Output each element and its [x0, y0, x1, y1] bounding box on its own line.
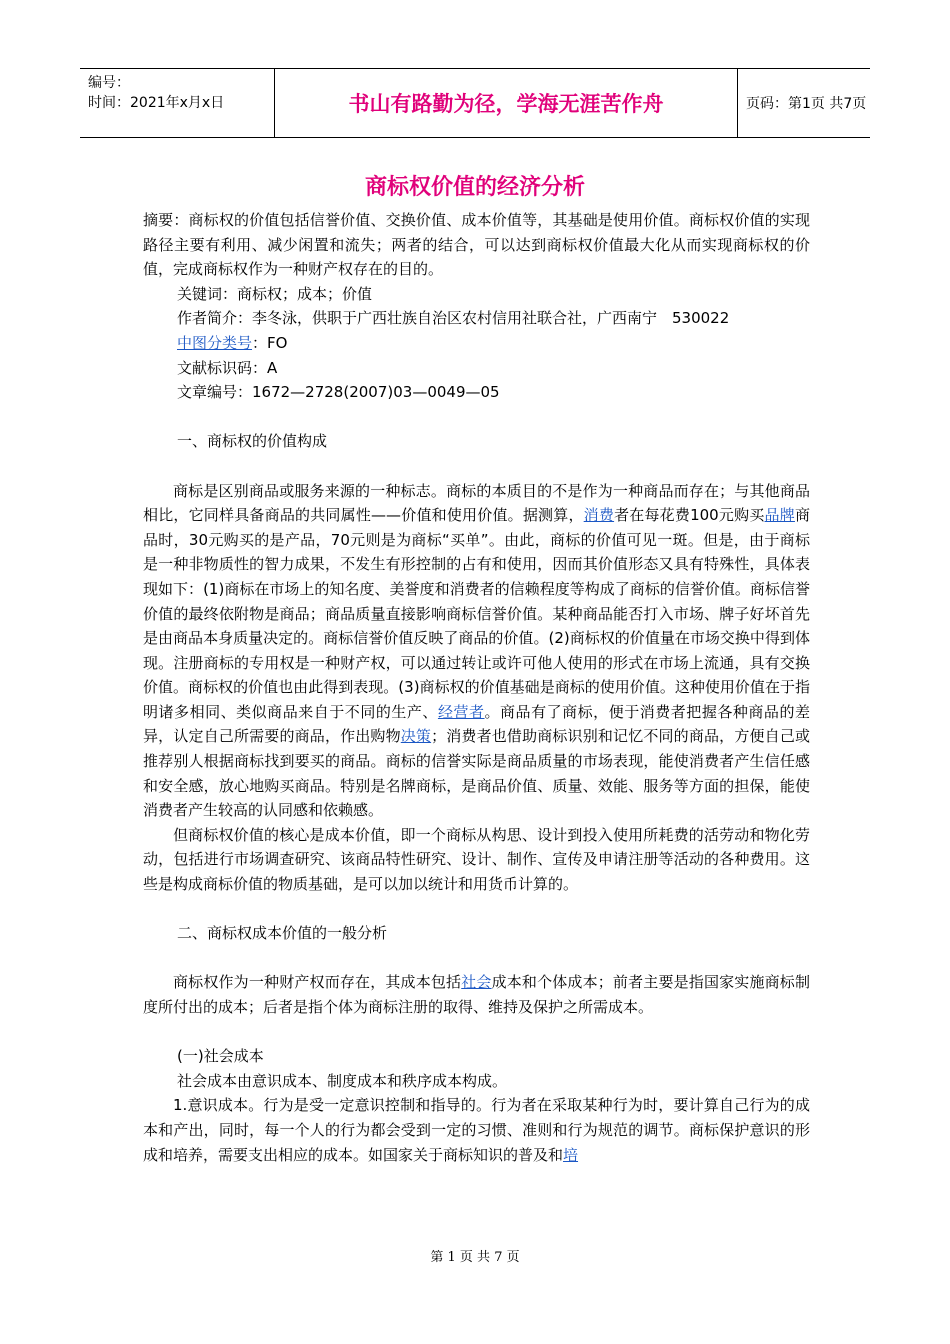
- header-motto-cell: [275, 69, 738, 137]
- document-body: [143, 208, 810, 1167]
- link-cultivate[interactable]: 培: [563, 1145, 579, 1164]
- document-header: [80, 68, 870, 138]
- section-2-paragraph-1: 商标权作为一种财产权而存在，其成本包括社会成本和个体成本；前者主要是指国家实施商标制度所付出的成本；后者是指个体为商标注册的取得、维持及保护之所需成本。: [143, 973, 810, 1016]
- social-cost-intro: 社会成本由意识成本、制度成本和秩序成本构成。: [177, 1071, 508, 1090]
- motto: 书山有路勤为径，学海无涯苦作舟: [348, 91, 664, 116]
- header-page-info: 页码：第1页 共7页: [746, 96, 867, 112]
- author-info: 作者简介：李冬泳，供职于广西壮族自治区农村信用社联合社，广西南宁 530022: [177, 309, 730, 328]
- date-label: 时间：2021年x月x日: [88, 95, 225, 111]
- subsection-social-cost: (一)社会成本: [177, 1047, 264, 1066]
- section-1-heading: 一、商标权的价值构成: [177, 432, 328, 451]
- link-consumption[interactable]: 消费: [583, 506, 615, 525]
- link-decision[interactable]: 决策: [400, 727, 432, 746]
- article-number: 文章编号：1672—2728(2007)03—0049—05: [177, 383, 500, 402]
- document-title: 商标权价值的经济分析: [364, 174, 585, 200]
- doc-code: 文献标识码：A: [177, 358, 278, 377]
- keywords: 关键词：商标权；成本；价值: [177, 284, 373, 303]
- clc-line: [143, 331, 810, 356]
- link-operator[interactable]: 经营者: [437, 702, 485, 721]
- number-label: 编号：: [88, 75, 130, 91]
- section-1-paragraph-1: 商标是区别商品或服务来源的一种标志。商标的本质目的不是作为一种商品而存在；与其他商品相比，它同样具备商品的共同属性——价值和使用价值。据测算，消费者在每花费100元购买品牌商品时，30元购买的是产品，70元则是为商标“买单”。由此，商标的价值可见一斑。但是，由于商标是一种非物质性的智力成果，不发生有形控制的占有和使用，因而其价值形态又具有特殊性，具体表现如下：(1)商标在市场上的知名度、美誉度和消费者的信赖程度等构成了商标的信誉价值。商标信誉价值的最终依附物是商品；商品质量直接影响商标信誉价值。某种商品能否打入市场、牌子好坏首先是由商品本身质量决定的。商标信誉价值反映了商品的价值。(2)商标权的价值量在市场交换中得到体现。注册商标的专用权是一种财产权，可以通过转让或许可他人使用的形式在市场上流通，具有交换价值。商标权的价值也由此得到表现。(3)商标权的价值基础是商标的使用价值。这种使用价值在于指明诸多相同、类似商品来自于不同的生产、经营者。商品有了商标，便于消费者把握各种商品的差异，认定自己所需要的商品，作出购物决策；消费者也借助商标识别和记忆不同的商品，方便自己或推荐别人根据商标找到要买的商品。商标的信誉实际是商品质量的市场表现，能使消费者产生信任感和安全感，放心地购买商品。特别是名牌商标，是商品价值、质量、效能、服务等方面的担保，能使消费者产生较高的认同感和依赖感。: [143, 481, 810, 820]
- link-society[interactable]: 社会: [461, 973, 492, 992]
- clc-value: ：FO: [252, 333, 288, 352]
- clc-link[interactable]: 中图分类号: [177, 333, 253, 352]
- header-info-cell: [80, 69, 275, 137]
- page-footer: 第 1 页 共 7 页: [430, 1250, 520, 1265]
- section-2-heading: 二、商标权成本价值的一般分析: [177, 924, 388, 943]
- awareness-cost-paragraph: 1.意识成本。行为是受一定意识控制和指导的。行为者在采取某种行为时，要计算自己行为的成本和产出，同时，每一个人的行为都会受到一定的习惯、准则和行为规范的调节。商标保护意识的形成和培养，需要支出相应的成本。如国家关于商标知识的普及和培: [143, 1096, 810, 1164]
- abstract: 摘要：商标权的价值包括信誉价值、交换价值、成本价值等，其基础是使用价值。商标权价值的实现路径主要有利用、减少闲置和流失；两者的结合，可以达到商标权价值最大化从而实现商标权的价值，完成商标权作为一种财产权存在的目的。: [143, 211, 810, 279]
- section-1-paragraph-2: 但商标权价值的核心是成本价值，即一个商标从构思、设计到投入使用所耗费的活劳动和物化劳动，包括进行市场调查研究、该商品特性研究、设计、制作、宣传及申请注册等活动的各种费用。这些是构成商标价值的物质基础，是可以加以统计和用货币计算的。: [143, 825, 810, 894]
- link-brand[interactable]: 品牌: [764, 506, 795, 525]
